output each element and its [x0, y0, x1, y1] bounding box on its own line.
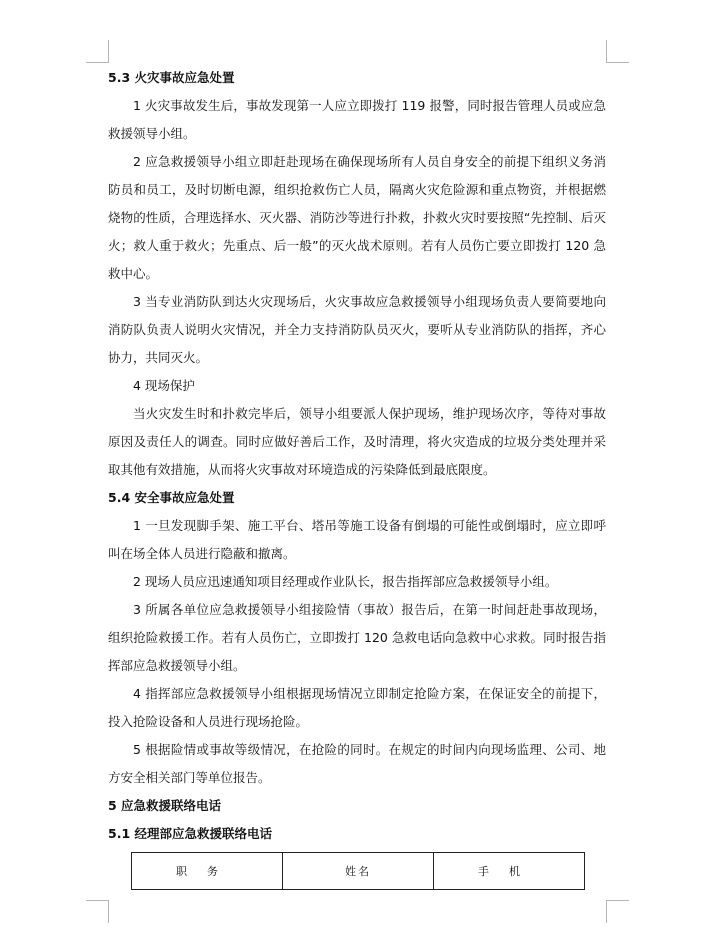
section-heading: 5.3 火灾事故应急处置 — [108, 70, 235, 85]
table-header-cell: 姓名 — [283, 853, 434, 890]
page-corner-mark — [606, 900, 629, 923]
paragraph: 1 一旦发现脚手架、施工平台、塔吊等施工设备有倒塌的可能性或倒塌时，应立即呼叫在场全体人员进行隐蔽和撤离。 — [108, 518, 606, 561]
table-header-row — [132, 853, 585, 890]
table-header-cell: 职务 — [132, 853, 283, 890]
page-corner-mark — [86, 40, 109, 63]
section-heading: 5.1 经理部应急救援联络电话 — [108, 826, 272, 841]
paragraph: 5 根据险情或事故等级情况，在抢险的同时。在规定的时间内向现场监理、公司、地方安全相关部门等单位报告。 — [108, 742, 606, 785]
paragraph: 当火灾发生时和扑救完毕后，领导小组要派人保护现场，维护现场次序，等待对事故原因及责任人的调查。同时应做好善后工作，及时清理，将火灾造成的垃圾分类处理并采取其他有效措施，从而将火灾事故对环境造成的污染降低到最底限度。 — [108, 406, 606, 477]
section-heading: 5.4 安全事故应急处置 — [108, 490, 235, 505]
paragraph: 1 火灾事故发生后，事故发现第一人应立即拨打 119 报警，同时报告管理人员或应急救援领导小组。 — [108, 98, 606, 141]
page-corner-mark — [606, 40, 629, 63]
paragraph: 3 所属各单位应急救援领导小组接险情（事故）报告后，在第一时间赶赴事故现场，组织抢险救援工作。若有人员伤亡，立即拨打 120 急救电话向急救中心求救。同时报告指挥部应急救援领导小组。 — [108, 602, 606, 673]
paragraph: 2 现场人员应迅速通知项目经理或作业队长，报告指挥部应急救援领导小组。 — [133, 574, 558, 589]
page-corner-mark — [86, 900, 109, 923]
contact-table — [131, 852, 585, 890]
paragraph: 2 应急救援领导小组立即赶赴现场在确保现场所有人员自身安全的前提下组织义务消防员和员工，及时切断电源，组织抢救伤亡人员，隔离火灾危险源和重点物资，并根据燃烧物的性质，合理选择水、灭火器、消防沙等进行扑救，扑救火灾时要按照“先控制、后灭火；救人重于救火；先重点、后一般”的灭火战术原则。若有人员伤亡要立即拨打 120 急救中心。 — [108, 154, 606, 281]
paragraph: 4 现场保护 — [133, 378, 195, 393]
paragraph: 4 指挥部应急救援领导小组根据现场情况立即制定抢险方案，在保证安全的前提下，投入抢险设备和人员进行现场抢险。 — [108, 686, 606, 729]
table-header-cell: 手机 — [434, 853, 585, 890]
paragraph: 3 当专业消防队到达火灾现场后，火灾事故应急救援领导小组现场负责人要简要地向消防队负责人说明火灾情况，并全力支持消防队员灭火，要听从专业消防队的指挥，齐心协力，共同灭火。 — [108, 294, 606, 365]
document-body — [108, 64, 606, 848]
section-heading: 5 应急救援联络电话 — [108, 798, 222, 813]
